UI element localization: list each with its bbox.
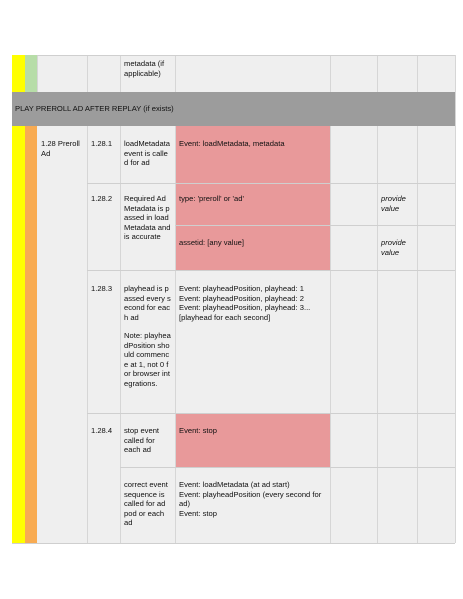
yellow-status-bar-top xyxy=(12,55,25,92)
yellow-status-bar xyxy=(12,126,25,543)
row-2a-last-cell xyxy=(417,183,455,225)
grid-line xyxy=(175,126,176,543)
row-4a-note-cell xyxy=(377,413,417,467)
grid-line xyxy=(175,55,176,92)
row-3-note-cell xyxy=(377,270,417,413)
grid-line xyxy=(377,55,378,92)
row-description-note: Note: playheadPosition should commence at 1, not 0 for browser integrations. xyxy=(124,331,171,388)
row-expected: type: 'preroll' or 'ad' xyxy=(179,194,244,203)
grid-line xyxy=(120,55,121,92)
grid-line xyxy=(87,183,455,184)
grid-line xyxy=(455,55,456,543)
grid-line xyxy=(417,55,418,92)
grid-line xyxy=(120,467,455,468)
row-4a-last-cell xyxy=(417,413,455,467)
grid-line xyxy=(37,55,38,92)
grid-line xyxy=(417,126,418,543)
grid-line xyxy=(87,413,455,414)
row-4a-expected-cell xyxy=(175,413,330,467)
top-row-group-cell xyxy=(37,55,87,92)
grid-line xyxy=(377,126,378,543)
grid-line xyxy=(330,55,331,92)
grid-line xyxy=(12,543,455,544)
row-id: 1.28.2 xyxy=(91,194,113,203)
row-4b-note-cell xyxy=(377,467,417,543)
row-1-col5-cell xyxy=(330,126,377,183)
group-label: 1.28 Preroll Ad xyxy=(41,139,80,158)
top-row-last-cell xyxy=(417,55,455,92)
top-row-col5-cell xyxy=(330,55,377,92)
row-4b-last-cell xyxy=(417,467,455,543)
orange-status-bar xyxy=(25,126,37,543)
row-1-expected-cell xyxy=(175,126,330,183)
grid-line xyxy=(37,55,455,56)
row-2a-col5-cell xyxy=(330,183,377,225)
row-2b-col5-cell xyxy=(330,225,377,270)
row-3-col5-cell xyxy=(330,270,377,413)
top-row-description: metadata (if applicable) xyxy=(124,59,165,78)
row-4a-col5-cell xyxy=(330,413,377,467)
section-header-title: PLAY PREROLL AD AFTER REPLAY (if exists) xyxy=(15,104,174,113)
row-expected: assetid: [any value] xyxy=(179,238,245,247)
row-description: stop event called for each ad xyxy=(124,426,160,455)
row-3-last-cell xyxy=(417,270,455,413)
grid-line xyxy=(87,126,88,543)
row-expected: Event: loadMetadata (at ad start) Event: playheadPosition (every second for ad) Event: stop xyxy=(179,480,322,518)
grid-line xyxy=(330,126,331,543)
row-note: provide value xyxy=(381,194,406,213)
row-1-id-cell xyxy=(87,126,120,183)
top-row-expected-cell xyxy=(175,55,330,92)
row-expected: Event: stop xyxy=(179,426,217,435)
top-row-note-cell xyxy=(377,55,417,92)
row-2b-last-cell xyxy=(417,225,455,270)
grid-line xyxy=(87,55,88,92)
row-description: playhead is passed every second for each ad xyxy=(124,284,171,322)
row-description: Required Ad Metadata is passed in loadMetadata and is accurate xyxy=(124,194,171,242)
grid-line xyxy=(120,126,121,543)
green-status-bar-top xyxy=(25,55,37,92)
row-id: 1.28.1 xyxy=(91,139,113,148)
row-note: provide value xyxy=(381,238,406,257)
row-2a-expected-cell xyxy=(175,183,330,225)
row-expected: Event: playheadPosition, playhead: 1 Event: playheadPosition, playhead: 2 Event: playheadPosition, playhead: 3...[playhead for each second] xyxy=(179,284,311,322)
row-description: loadMetadata event is called for ad xyxy=(124,139,171,168)
group-label-cell xyxy=(37,126,87,543)
row-id: 1.28.3 xyxy=(91,284,113,293)
row-1-last-cell xyxy=(417,126,455,183)
row-expected: Event: loadMetadata, metadata xyxy=(179,139,285,148)
top-row-id-cell xyxy=(87,55,120,92)
row-id: 1.28.4 xyxy=(91,426,113,435)
row-description: correct event sequence is called for ad pod or each ad xyxy=(124,480,168,528)
grid-line xyxy=(87,270,455,271)
row-1-note-cell xyxy=(377,126,417,183)
row-4b-col5-cell xyxy=(330,467,377,543)
grid-line xyxy=(175,225,455,226)
